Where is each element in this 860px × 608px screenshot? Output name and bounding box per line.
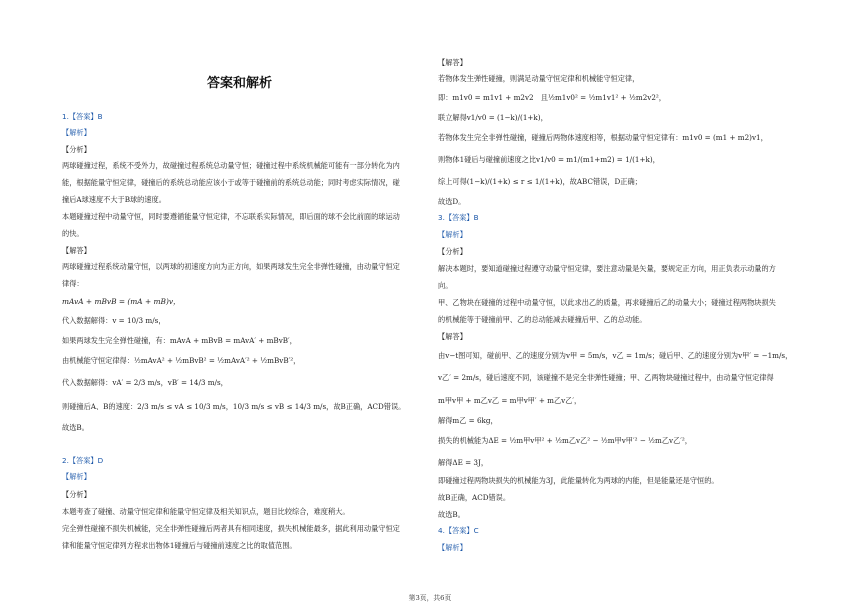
q2-answer-heading: 2.【答案】D <box>62 456 104 465</box>
q2-analysis-line: 律和能量守恒定律列方程求出物体1碰撞后与碰撞前速度之比的取值范围。 <box>62 541 297 550</box>
q3-solution-line: 即碰撞过程两物块损失的机械能为3J，此能量转化为两球的内能，但是能量还是守恒的。 <box>438 476 719 485</box>
q3-solution-line: v乙′ = 2m/s，碰后速度不同，该碰撞不是完全非弹性碰撞；甲、乙两物块碰撞过程中，由动量守恒定律得 <box>438 373 774 382</box>
q1-solution-line: 由机械能守恒定律得：½mAvA² + ½mBvB² = ½mAvA′² + ½mBvB′²， <box>62 356 301 365</box>
q1-answer-heading: 1.【答案】B <box>62 112 103 121</box>
q1-solution-line: 代入数据解得：vA′ = 2/3 m/s，vB′ = 14/3 m/s， <box>62 378 228 387</box>
q3-solution-line: m甲v甲 + m乙v乙 = m甲v甲′ + m乙v乙′， <box>438 396 582 405</box>
q2-solution-line: 则物体1碰后与碰撞前速度之比v1/v0 = m1/(m1+m2) = 1/(1+k)， <box>438 155 660 164</box>
q1-solution-line: 律得： <box>62 279 84 288</box>
q2-analysis-line: 本题考查了碰撞、动量守恒定律和能量守恒定律及相关知识点，题目比较综合，难度稍大。 <box>62 507 350 516</box>
q4-analysis-tag: 【解析】 <box>438 543 467 552</box>
q3-solution-line: 解得m乙 = 6kg， <box>438 416 498 425</box>
q1-analysis-line: 能，根据能量守恒定律，碰撞后的系统总动能应该小于或等于碰撞前的系统总动能；同时考虑实际情况，碰 <box>62 178 400 187</box>
q3-solution-line: 损失的机械能为ΔE = ½m甲v甲² + ½m乙v乙² − ½m甲v甲′² − ½m乙v乙′²， <box>438 436 692 445</box>
q3-answer-heading: 3.【答案】B <box>438 213 479 222</box>
q3-analysis-tag: 【解析】 <box>438 230 467 239</box>
q3-analysis-line: 解决本题时，要知道碰撞过程遵守动量守恒定律，要注意动量是矢量，要规定正方向，用正负表示动量的方 <box>438 264 776 273</box>
q3-solution-label: 【解答】 <box>438 332 467 341</box>
q1-solution-line: 则碰撞后A、B的速度：2/3 m/s ≤ vA ≤ 10/3 m/s，10/3 m/s ≤ vB ≤ 14/3 m/s，故B正确，ACD错误。 <box>62 402 406 411</box>
q3-analysis-line: 向。 <box>438 281 453 290</box>
q2-analysis-line: 完全弹性碰撞不损失机械能，完全非弹性碰撞后两者具有相同速度，损失机械能最多，据此利用动量守恒定 <box>62 524 400 533</box>
q3-conclusion: 故选B。 <box>438 510 465 519</box>
q1-analysis-tag: 【解析】 <box>62 128 91 137</box>
q3-solution-line: 由v−t图可知，碰前甲、乙的速度分别为v甲 = 5m/s，v乙 = 1m/s；碰后甲、乙的速度分别为v甲′ = −1m/s， <box>438 351 793 360</box>
q3-analysis-line: 的机械能等于碰撞前甲、乙的总动能减去碰撞后甲、乙的总动能。 <box>438 315 647 324</box>
q1-solution-label: 【解答】 <box>62 246 91 255</box>
q2-solution-line: 若物体发生完全非弹性碰撞，碰撞后两物体速度相等，根据动量守恒定律有：m1v0 = (m1 + m2)v1， <box>438 133 768 142</box>
q1-conclusion: 故选B。 <box>62 423 89 432</box>
q1-analysis-line: 两球碰撞过程，系统不受外力，故碰撞过程系统总动量守恒；碰撞过程中系统机械能可能有一部分转化为内 <box>62 161 400 170</box>
q1-analysis-label: 【分析】 <box>62 145 91 154</box>
q1-solution-line: 如果两球发生完全弹性碰撞，有：mAvA + mBvB = mAvA′ + mBvB′， <box>62 336 297 345</box>
q2-solution-line: 即：m1v0 = m1v1 + m2v2 且½m1v0² = ½m1v1² + ½m2v2²， <box>438 93 666 102</box>
q2-conclusion: 故选D。 <box>438 197 466 206</box>
page-title: 答案和解析 <box>206 76 272 91</box>
q1-equation: mAvA + mBvB = (mA + mB)v， <box>62 297 181 306</box>
q3-analysis-label: 【分析】 <box>438 247 467 256</box>
q3-analysis-line: 甲、乙物块在碰撞的过程中动量守恒，以此求出乙的质量，再求碰撞后乙的动量大小；碰撞过程两物块损失 <box>438 298 776 307</box>
q1-solution-line: 代入数据解得：v = 10/3 m/s， <box>62 316 166 325</box>
q1-analysis-line: 撞后A球速度不大于B球的速度。 <box>62 195 166 204</box>
q2-solution-label: 【解答】 <box>438 58 467 67</box>
q2-solution-line: 联立解得v1/v0 = (1−k)/(1+k)， <box>438 113 548 122</box>
q2-solution-line: 若物体发生弹性碰撞，则满足动量守恒定律和机械能守恒定律， <box>438 74 640 83</box>
q3-solution-line: 故B正确，ACD错误。 <box>438 493 511 502</box>
q1-solution-line: 两球碰撞过程系统动量守恒，以两球的初速度方向为正方向，如果两球发生完全非弹性碰撞，由动量守恒定 <box>62 262 400 271</box>
q2-analysis-tag: 【解析】 <box>62 472 91 481</box>
q4-answer-heading: 4.【答案】C <box>438 526 479 535</box>
q3-solution-line: 解得ΔE = 3J， <box>438 458 489 467</box>
q1-analysis-line: 的快。 <box>62 229 84 238</box>
page-footer: 第3页，共6页 <box>408 594 452 602</box>
q2-analysis-label: 【分析】 <box>62 490 91 499</box>
q1-analysis-line: 本题碰撞过程中动量守恒，同时要遵循能量守恒定律，不忘联系实际情况，即后面的球不会比前面的球运动 <box>62 212 400 221</box>
q2-solution-line: 综上可得(1−k)/(1+k) ≤ r ≤ 1/(1+k)，故ABC错误，D正确； <box>438 177 642 186</box>
